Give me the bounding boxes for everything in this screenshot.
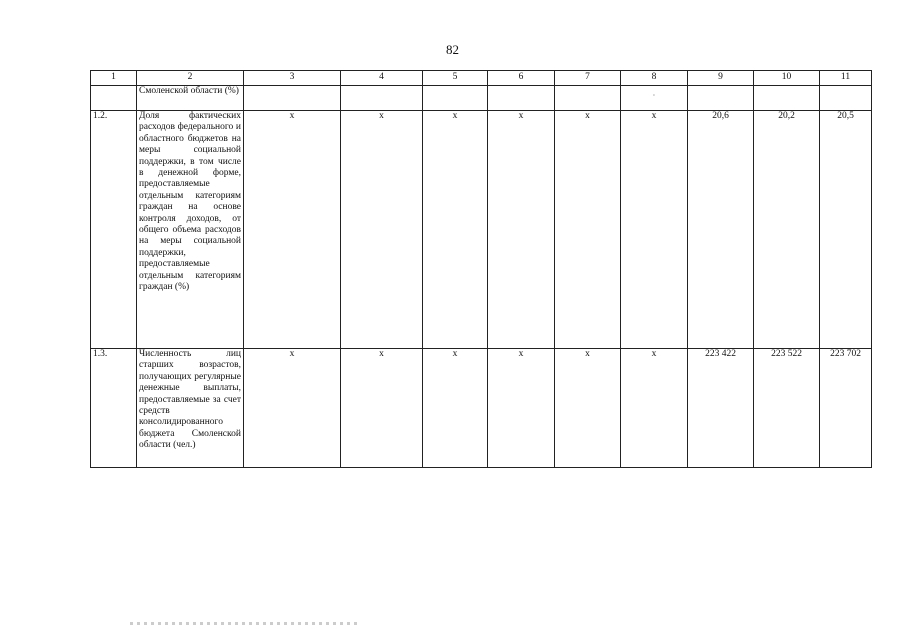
table-cell: x: [488, 111, 555, 349]
column-header: 3: [244, 71, 341, 86]
table-cell: [621, 86, 688, 111]
table-row: [91, 349, 872, 468]
table-cell: x: [621, 111, 688, 349]
table-cell: 20,2: [754, 111, 820, 349]
table-cell: [244, 86, 341, 111]
indicator-name: Численность лиц старших возрастов, получающих регулярные денежные выплаты, предоставляемые за счет средств консолидированного бюджета Смоленской области (чел.): [137, 349, 244, 468]
table-cell: x: [423, 111, 488, 349]
table-cell: [754, 86, 820, 111]
row-number: 1.3.: [91, 349, 137, 468]
indicators-table: [90, 70, 872, 468]
column-header: 5: [423, 71, 488, 86]
table-cell: 20,5: [820, 111, 872, 349]
table-cell: 223 702: [820, 349, 872, 468]
indicator-name: Смоленской области (%): [137, 86, 244, 111]
table-cell: x: [341, 349, 423, 468]
column-header: 10: [754, 71, 820, 86]
table-cell: x: [555, 111, 621, 349]
table-cell: [688, 86, 754, 111]
column-header: 8: [621, 71, 688, 86]
table-cell: 20,6: [688, 111, 754, 349]
table-cell: x: [423, 349, 488, 468]
column-header: 9: [688, 71, 754, 86]
row-number: 1.2.: [91, 111, 137, 349]
table-cell: x: [244, 111, 341, 349]
table-row: [91, 111, 872, 349]
table-cell: x: [621, 349, 688, 468]
table-cell: x: [555, 349, 621, 468]
column-header: 1: [91, 71, 137, 86]
table-cell: [555, 86, 621, 111]
table-cell: x: [488, 349, 555, 468]
scan-dot: ·: [652, 91, 656, 100]
column-header: 2: [137, 71, 244, 86]
table-cell: 223 422: [688, 349, 754, 468]
column-header: 7: [555, 71, 621, 86]
indicator-name: Доля фактических расходов федерального и областного бюджетов на меры социальной поддержки, в том числе в денежной форме, предоставляемые отдельным категориям граждан на основе контроля доходов, от общего объема расходов на меры социальной поддержки, предоставляемые отдельным категориям граждан (%): [137, 111, 244, 349]
table-header-row: [91, 71, 872, 86]
table-cell: [423, 86, 488, 111]
table-row: [91, 86, 872, 111]
row-number: [91, 86, 137, 111]
column-header: 11: [820, 71, 872, 86]
table-cell: [820, 86, 872, 111]
column-header: 6: [488, 71, 555, 86]
table-cell: x: [244, 349, 341, 468]
page-number: 82: [446, 42, 459, 57]
table-cell: [341, 86, 423, 111]
faint-footer-mark: [130, 622, 360, 625]
table-cell: x: [341, 111, 423, 349]
column-header: 4: [341, 71, 423, 86]
table-cell: [488, 86, 555, 111]
table-cell: 223 522: [754, 349, 820, 468]
